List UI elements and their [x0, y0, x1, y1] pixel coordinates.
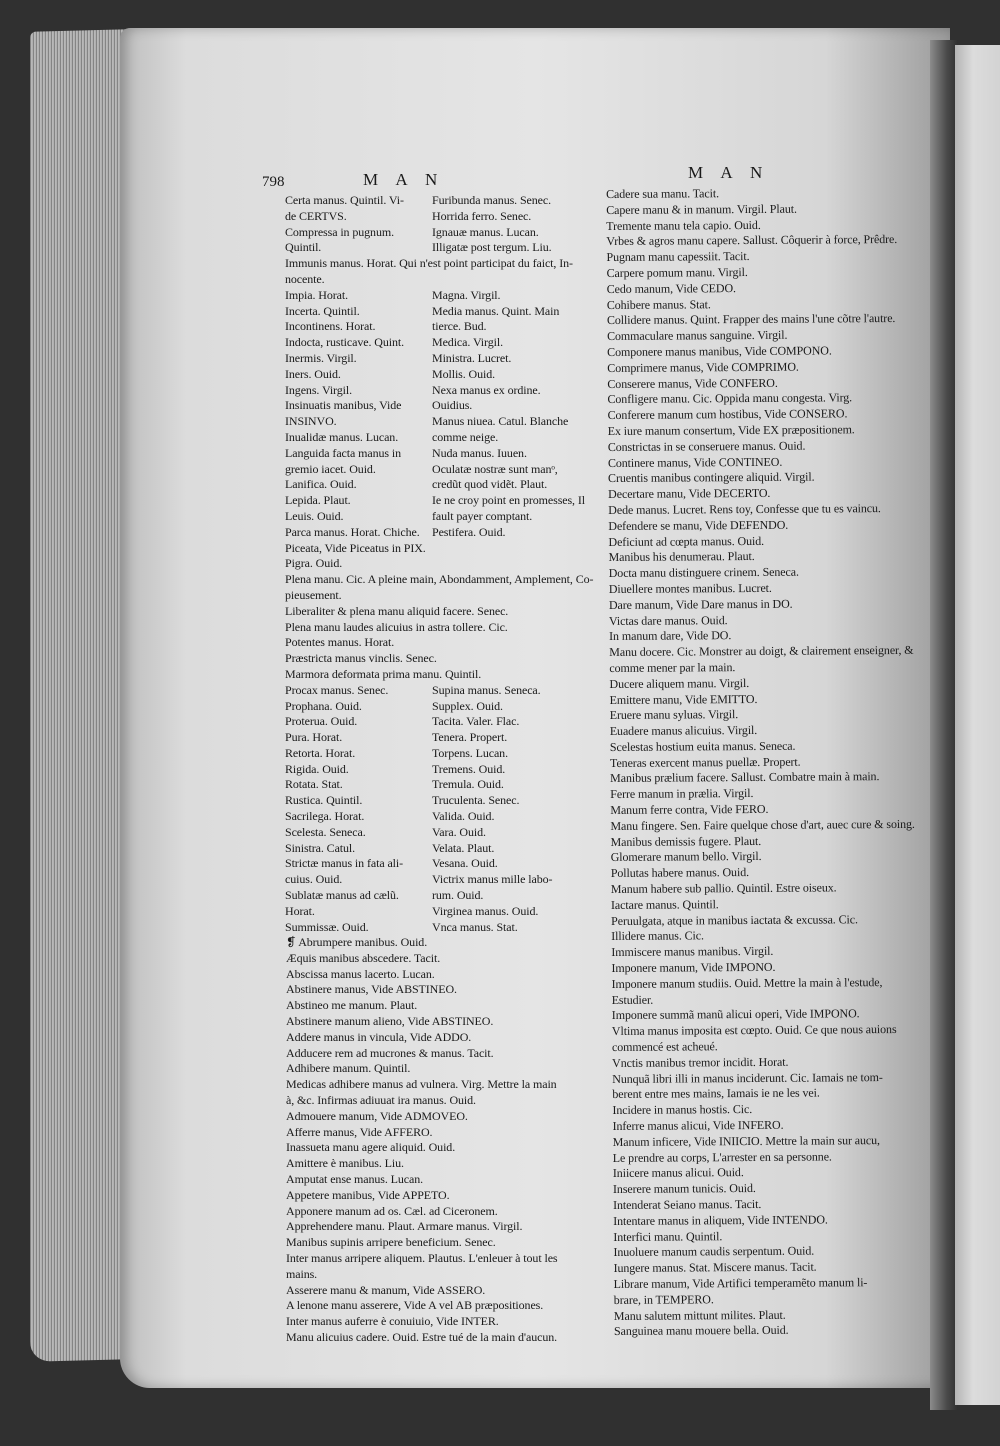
entry-line: Retorta. Horat.: [285, 745, 356, 760]
entry-line: Ministra. Lucret.: [432, 350, 512, 365]
entry-line: Vnca manus. Stat.: [432, 919, 518, 934]
entry-line: Emittere manu, Vide EMITTO.: [609, 691, 758, 707]
entry-line: Carpere pomum manu. Virgil.: [606, 264, 748, 280]
entry-line: Vara. Ouid.: [432, 824, 486, 839]
entry-line: Incerta. Quintil.: [285, 303, 360, 318]
entry-line: Imponere manum studiis. Ouid. Mettre la main à l'estude,: [611, 974, 883, 991]
entry-line: [432, 556, 585, 572]
entry-line: Manum habere sub pallio. Quintil. Estre oiseux.: [610, 880, 837, 897]
entry-line: Intentare manus in aliquem, Vide INTENDO.: [613, 1212, 828, 1228]
entry-line: Tremula. Ouid.: [432, 777, 504, 792]
entry-line: Velata. Plaut.: [432, 840, 495, 855]
entry-line: Apponere manum ad os. Cæl. ad Ciceronem.: [286, 1203, 498, 1218]
entry-line: Dare manum, Vide Dare manus in DO.: [608, 596, 793, 612]
entry-line: Amittere è manibus. Liu.: [286, 1156, 404, 1171]
page-number: 798: [262, 174, 285, 190]
entry-line: Pura. Horat.: [285, 730, 343, 745]
entry-line: Nunquã libri illi in manus inciderunt. Cic. Iamais ne tom-: [612, 1069, 883, 1086]
entry-line: [432, 572, 585, 588]
entry-line: [432, 635, 585, 651]
entry-line: Oculatæ nostræ sunt manᵒ,: [432, 461, 558, 476]
entry-line: à, &c. Infirmas adiuuat ira manus. Ouid.: [286, 1092, 476, 1107]
entry-line: comme mener par la main.: [609, 660, 736, 675]
left-column-b: [432, 193, 585, 935]
entry-line: Abscissa manus lacerto. Lucan.: [286, 966, 435, 981]
entry-line: Rotata. Stat.: [285, 777, 343, 792]
entry-line: Estudier.: [611, 992, 654, 1007]
entry-line: Insinuatis manibus, Vide: [285, 398, 402, 413]
entry-line: rum. Ouid.: [432, 888, 484, 903]
entry-line: Strictæ manus in fata ali-: [285, 856, 404, 871]
running-head-right: M A N: [688, 163, 770, 182]
entry-line: Rigida. Ouid.: [285, 761, 349, 776]
entry-line: Vnctis manibus tremor incidit. Horat.: [612, 1054, 789, 1070]
entry-line: Vltima manus imposita est cœpto. Ouid. Ce que nous auions: [611, 1022, 897, 1039]
entry-line: pieusement.: [285, 587, 342, 602]
entry-line: Illigatæ post tergum. Liu.: [432, 240, 552, 255]
entry-line: Ingens. Virgil.: [285, 382, 353, 397]
entry-line: Medicas adhibere manus ad vulnera. Virg. Mettre la main: [286, 1077, 557, 1092]
entry-line: Manu salutem mittunt milites. Plaut.: [613, 1307, 786, 1323]
entry-line: Sinistra. Catul.: [285, 840, 356, 855]
entry-line: Magna. Virgil.: [432, 287, 501, 302]
entry-line: Vrbes & agros manu capere. Sallust. Côquerir à force, Prêdre.: [606, 232, 898, 249]
entry-line: Pestifera. Ouid.: [432, 524, 506, 539]
entry-line: Victrix manus mille labo-: [432, 872, 553, 887]
entry-line: Diuellere montes manibus. Lucret.: [608, 580, 772, 596]
entry-line: Commaculare manus sanguine. Virgil.: [606, 327, 788, 344]
entry-line: Confligere manu. Cic. Oppida manu congesta. Virg.: [607, 390, 853, 407]
entry-line: mains.: [286, 1266, 318, 1281]
entry-line: Manu alicuius cadere. Ouid. Estre tué de la main d'aucun.: [286, 1329, 558, 1344]
entry-line: Imponere manum, Vide IMPONO.: [611, 959, 776, 976]
entry-line: Amputat ense manus. Lucan.: [286, 1171, 424, 1186]
entry-line: Ducere aliquem manu. Virgil.: [609, 675, 750, 691]
entry-line: Manu docere. Cic. Monstrer au doigt, & clairement enseigner, &: [609, 642, 914, 660]
entry-line: Æquis manibus abscedere. Tacit.: [286, 950, 441, 965]
entry-line: Ie ne croy point en promesses, Il: [432, 493, 585, 508]
entry-line: Leuis. Ouid.: [285, 508, 344, 523]
entry-line: Tacita. Valer. Flac.: [432, 714, 520, 729]
entry-line: Manibus supinis arripere beneficium. Senec.: [286, 1235, 496, 1250]
entry-line: Asserere manu & manum, Vide ASSERO.: [286, 1282, 486, 1297]
entry-line: [432, 541, 585, 557]
entry-line: Glomerare manum bello. Virgil.: [610, 849, 762, 865]
entry-line: Scelestas hostium euita manus. Seneca.: [609, 738, 796, 754]
entry-line: Plena manu laudes alicuius in astra tollere. Cic.: [285, 619, 508, 634]
entry-line: Potentes manus. Horat.: [285, 635, 395, 650]
entry-line: Ferre manum in prælia. Virgil.: [610, 786, 754, 802]
entry-line: nocente.: [285, 271, 325, 286]
entry-line: Inuoluere manum caudis serpentum. Ouid.: [613, 1243, 815, 1260]
entry-line: Ignauæ manus. Lucan.: [432, 224, 539, 239]
entry-line: Conferere manum cum hostibus, Vide CONSERO.: [607, 406, 848, 423]
entry-line: Lanifica. Ouid.: [285, 477, 357, 492]
entry-line: Incidere in manus hostis. Cic.: [612, 1102, 753, 1118]
entry-line: tierce. Bud.: [432, 319, 487, 334]
entry-line: Media manus. Quint. Main: [432, 303, 560, 318]
entry-line: Ex iure manum consertum, Vide EX præpositionem.: [607, 422, 855, 438]
entry-line: Inualidæ manus. Lucan.: [285, 429, 399, 444]
entry-line: Componere manus manibus, Vide COMPONO.: [607, 343, 832, 359]
entry-line: cuius. Ouid.: [285, 872, 343, 887]
entry-line: Nexa manus ex ordine.: [432, 382, 541, 397]
entry-line: Imponere summã manũ alicui operi, Vide IMPONO.: [611, 1006, 860, 1023]
entry-line: Tenera. Propert.: [432, 730, 508, 745]
entry-line: Liberaliter & plena manu aliquid facere. Senec.: [285, 603, 509, 618]
entry-line: Illidere manus. Cic.: [611, 928, 704, 944]
entry-line: Procax manus. Senec.: [285, 682, 389, 697]
entry-line: comme neige.: [432, 429, 499, 444]
entry-line: Immiscere manus manibus. Virgil.: [611, 944, 774, 960]
entry-line: Constrictas in se conseruere manus. Ouid.: [607, 438, 806, 454]
entry-line: Præstricta manus vinclis. Senec.: [285, 651, 437, 666]
entry-line: Vesana. Ouid.: [432, 856, 498, 871]
entry-line: Cedo manum, Vide CEDO.: [606, 280, 736, 296]
entry-line: Eruere manu syluas. Virgil.: [609, 707, 739, 723]
entry-line: Cruentis manibus contingere aliquid. Virgil.: [607, 469, 815, 486]
entry-line: Tremente manu tela capio. Ouid.: [606, 217, 761, 233]
entry-line: Euadere manus alicuius. Virgil.: [609, 723, 758, 739]
entry-line: Defendere se manu, Vide DEFENDO.: [608, 517, 789, 533]
entry-line: Intenderat Seiano manus. Tacit.: [613, 1196, 762, 1212]
entry-line: Librare manum, Vide Artifici temperamẽto manum li-: [613, 1275, 868, 1291]
entry-line: Manibus demissis fugere. Plaut.: [610, 833, 762, 849]
entry-line: Interfici manu. Quintil.: [613, 1228, 723, 1244]
entry-line: Manibus his denumerau. Plaut.: [608, 549, 755, 565]
entry-line: Languida facta manus in: [285, 445, 401, 460]
left-phrases-column: [286, 935, 558, 1346]
entry-line: Proterua. Ouid.: [285, 714, 358, 729]
book-gutter: [930, 40, 958, 1410]
entry-line: [432, 588, 585, 604]
entry-line: INSINVO.: [285, 414, 337, 429]
entry-line: Torpens. Lucan.: [432, 745, 508, 760]
entry-line: Capere manu & in manum. Virgil. Plaut.: [606, 201, 797, 217]
entry-line: Decertare manu, Vide DECERTO.: [608, 486, 771, 502]
entry-line: Virginea manus. Ouid.: [432, 903, 539, 918]
entry-line: Peruulgata, atque in manibus iactata & excussa. Cic.: [611, 911, 858, 928]
entry-line: Plena manu. Cic. A pleine main, Abondamment, Amplement, Co-: [285, 572, 594, 587]
entry-line: Apprehendere manu. Plaut. Armare manus. Virgil.: [286, 1219, 523, 1234]
entry-line: Pollutas habere manus. Ouid.: [610, 865, 750, 881]
entry-line: Collidere manus. Quint. Frapper des mains l'une cõtre l'autre.: [606, 311, 896, 328]
entry-line: Docta manu distinguere crinem. Seneca.: [608, 564, 799, 581]
entry-line: Abstinere manus, Vide ABSTINEO.: [286, 982, 457, 997]
entry-line: Manus niuea. Catul. Blanche: [432, 414, 569, 429]
entry-line: Cohibere manus. Stat.: [606, 296, 711, 312]
entry-line: Marmora deformata prima manu. Quintil.: [285, 666, 482, 681]
entry-line: [432, 651, 585, 667]
entry-line: Supina manus. Seneca.: [432, 682, 541, 697]
entry-line: Mollis. Ouid.: [432, 366, 496, 381]
entry-line: Abstinere manum alieno, Vide ABSTINEO.: [286, 1013, 494, 1028]
entry-line: Manibus prælium facere. Sallust. Combatre main à main.: [610, 769, 880, 786]
entry-line: Comprimere manus, Vide COMPRIMO.: [607, 359, 799, 375]
entry-line: Horat.: [285, 903, 315, 918]
right-column: [606, 185, 918, 1340]
entry-line: credũt quod vidẽt. Plaut.: [432, 477, 548, 492]
entry-line: Immunis manus. Horat. Qui n'est point participat du faict, In-: [285, 256, 573, 271]
entry-line: Certa manus. Quintil. Vi-: [285, 193, 404, 207]
entry-line: Summissæ. Ouid.: [285, 919, 369, 934]
entry-line: Horrida ferro. Senec.: [432, 208, 532, 223]
entry-line: Manu fingere. Sen. Faire quelque chose d'art, auec cure & soing.: [610, 816, 915, 833]
entry-line: [432, 620, 585, 636]
entry-line: Manum inficere, Vide INIICIO. Mettre la main sur aucu,: [612, 1132, 880, 1149]
entry-line: Piceata, Vide Piceatus in PIX.: [285, 540, 426, 555]
entry-line: Dede manus. Lucret. Rens toy, Confesse que tu es vaincu.: [608, 501, 881, 517]
right-page-edge: [955, 45, 1000, 1405]
entry-line: Indocta, rusticave. Quint.: [285, 335, 405, 350]
entry-line: A lenone manu asserere, Vide A vel AB præpositiones.: [286, 1298, 544, 1313]
entry-line: Manum ferre contra, Vide FERO.: [610, 801, 769, 818]
entry-line: brare, in TEMPERO.: [613, 1292, 714, 1307]
entry-line: Afferre manus, Vide AFFERO.: [286, 1124, 433, 1139]
entry-line: Admouere manum, Vide ADMOVEO.: [286, 1108, 468, 1123]
entry-line: Victas dare manus. Ouid.: [608, 612, 728, 628]
entry-line: Medica. Virgil.: [432, 335, 503, 350]
entry-line: Le prendre au corps, L'arrester en sa personne.: [612, 1149, 832, 1165]
entry-line: Valida. Ouid.: [432, 809, 495, 824]
entry-line: Pigra. Ouid.: [285, 556, 343, 571]
running-head-left: M A N: [363, 170, 445, 189]
entry-line: Inter manus arripere aliquem. Plautus. L'enleuer à tout les: [286, 1250, 558, 1265]
entry-line: fault payer comptant.: [432, 508, 533, 523]
entry-line: Inermis. Virgil.: [285, 350, 357, 365]
entry-line: Appetere manibus, Vide APPETO.: [286, 1187, 450, 1202]
entry-line: Parca manus. Horat. Chiche.: [285, 524, 420, 539]
entry-line: Pugnam manu capessiit. Tacit.: [606, 249, 750, 265]
entry-line: Adducere rem ad mucrones & manus. Tacit.: [286, 1045, 494, 1060]
entry-line: Compressa in pugnum.: [285, 224, 394, 239]
entry-line: Supplex. Ouid.: [432, 698, 503, 713]
entry-line: Nuda manus. Iuuen.: [432, 445, 527, 460]
entry-line: Iners. Ouid.: [285, 366, 341, 381]
entry-line: Addere manus in vincula, Vide ADDO.: [286, 1029, 472, 1044]
entry-line: de CERTVS.: [285, 208, 347, 223]
entry-line: Iniicere manus alicui. Ouid.: [612, 1165, 744, 1181]
entry-line: Adhibere manum. Quintil.: [286, 1061, 411, 1076]
entry-line: Iactare manus. Quintil.: [610, 897, 719, 912]
entry-line: Incontinens. Horat.: [285, 319, 376, 334]
entry-line: Iungere manus. Stat. Miscere manus. Tacit.: [613, 1259, 817, 1276]
entry-line: Sacrilega. Horat.: [285, 809, 365, 824]
entry-line: Deficiunt ad cœpta manus. Ouid.: [608, 533, 765, 549]
entry-line: Prophana. Ouid.: [285, 698, 362, 713]
entry-line: berent entre mes mains, Iamais ie ne les vei.: [612, 1085, 820, 1102]
entry-line: Sublatæ manus ad cælũ.: [285, 888, 399, 903]
entry-line: [432, 272, 585, 288]
entry-line: Conserere manus, Vide CONFERO.: [607, 375, 778, 391]
entry-line: Cadere sua manu. Tacit.: [606, 186, 720, 201]
entry-line: Sanguinea manu mouere bella. Ouid.: [613, 1323, 789, 1339]
entry-line: In manum dare, Vide DO.: [609, 628, 732, 644]
entry-line: Ouidius.: [432, 398, 473, 413]
entry-line: ❡ Abrumpere manibus. Ouid.: [286, 935, 428, 949]
entry-line: Furibunda manus. Senec.: [432, 193, 552, 207]
entry-line: Continere manus, Vide CONTINEO.: [607, 454, 783, 470]
entry-line: [432, 667, 585, 683]
entry-line: Tremens. Ouid.: [432, 761, 506, 776]
entry-line: Teneras exercent manus puellæ. Propert.: [609, 754, 801, 770]
entry-line: Lepida. Plaut.: [285, 493, 351, 508]
entry-line: Inferre manus alicui, Vide INFERO.: [612, 1117, 784, 1133]
entry-line: Quintil.: [285, 240, 322, 255]
entry-line: Truculenta. Senec.: [432, 793, 520, 808]
entry-line: [432, 256, 585, 272]
entry-line: Impia. Horat.: [285, 287, 349, 302]
entry-line: Inter manus auferre è conuiuio, Vide INTER.: [286, 1314, 499, 1329]
entry-line: Inassueta manu agere aliquid. Ouid.: [286, 1140, 456, 1155]
entry-line: commencé est acheué.: [611, 1039, 718, 1055]
entry-line: Rustica. Quintil.: [285, 793, 363, 808]
entry-line: gremio iacet. Ouid.: [285, 461, 376, 476]
entry-line: Inserere manum tunicis. Ouid.: [612, 1181, 756, 1197]
entry-line: [432, 604, 585, 620]
entry-line: Scelesta. Seneca.: [285, 824, 366, 839]
entry-line: Abstineo me manum. Plaut.: [286, 998, 418, 1013]
